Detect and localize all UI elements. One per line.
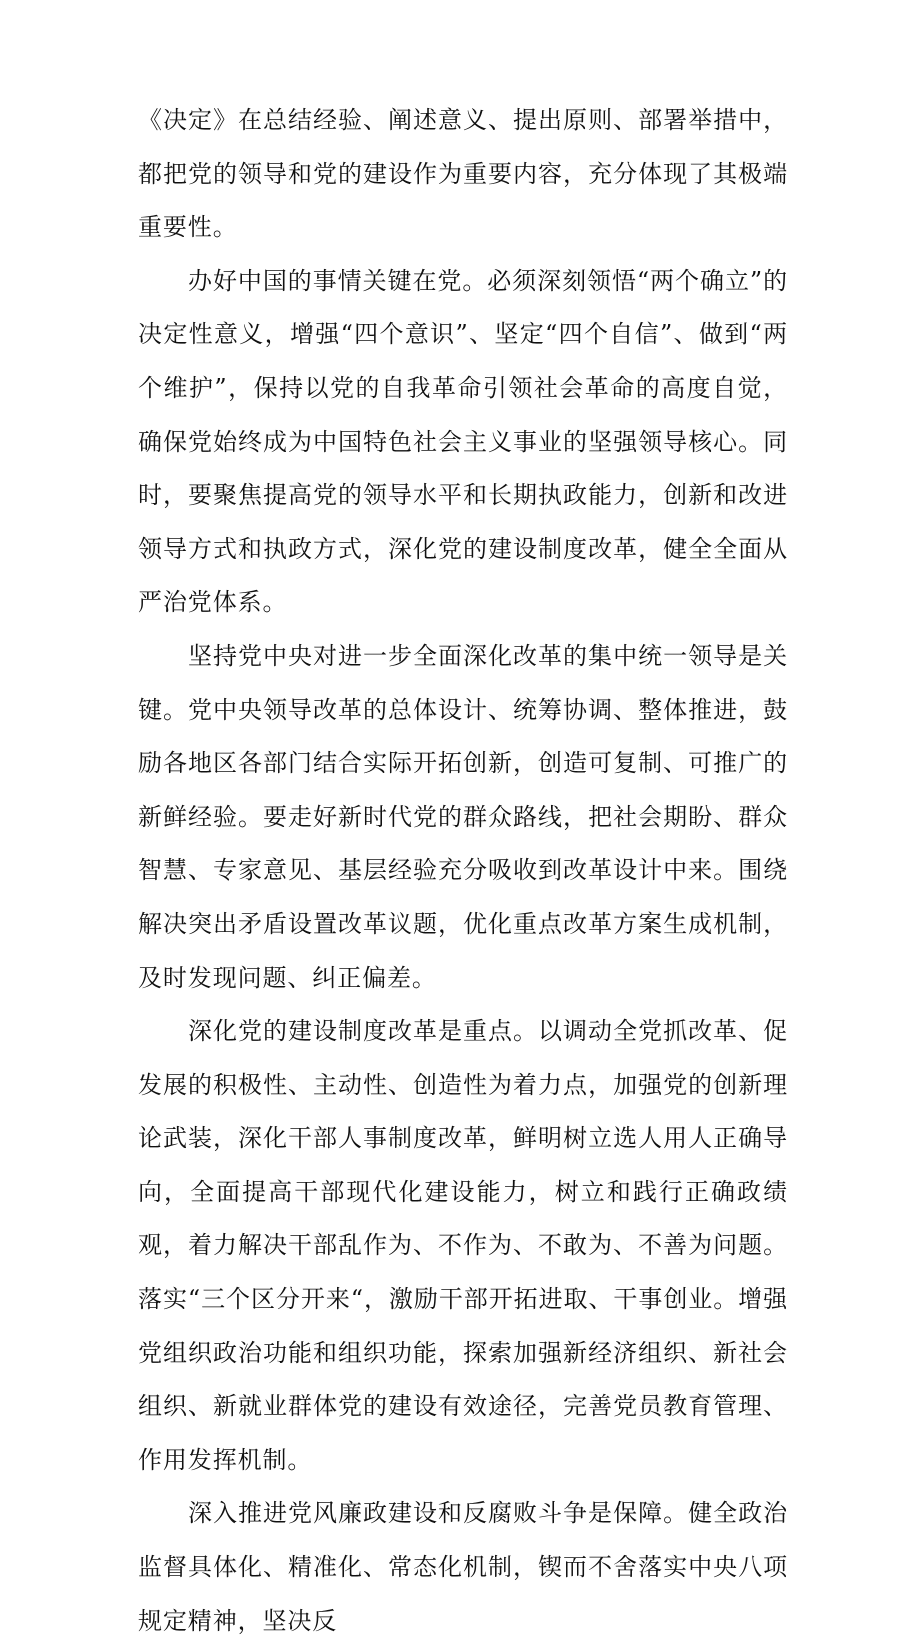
document-page [138, 94, 788, 1648]
paragraph-4: 深化党的建设制度改革是重点。以调动全党抓改革、促发展的积极性、主动性、创造性为着力点，加强党的创新理论武装，深化干部人事制度改革，鲜明树立选人用人正确导向，全面提高干部现代化建设能力，树立和践行正确政绩观，着力解决干部乱作为、不作为、不敢为、不善为问题。落实“三个区分开来“，激励干部开拓进取、干事创业。增强党组织政治功能和组织功能，探索加强新经济组织、新社会组织、新就业群体党的建设有效途径，完善党员教育管理、作用发挥机制。 [138, 1017, 788, 1474]
paragraph-3: 坚持党中央对进一步全面深化改革的集中统一领导是关键。党中央领导改革的总体设计、统筹协调、整体推进，鼓励各地区各部门结合实际开拓创新，创造可复制、可推广的新鲜经验。要走好新时代党的群众路线，把社会期盼、群众智慧、专家意见、基层经验充分吸收到改革设计中来。围绕解决突出矛盾设置改革议题，优化重点改革方案生成机制，及时发现问题、纠正偏差。 [138, 641, 788, 992]
paragraph-5: 深入推进党风廉政建设和反腐败斗争是保障。健全政治监督具体化、精准化、常态化机制，锲而不舍落实中央八项规定精神，坚决反 [138, 1499, 788, 1635]
paragraph-1: 《决定》在总结经验、阐述意义、提出原则、部署举措中，都把党的领导和党的建设作为重要内容，充分体现了其极端重要性。 [138, 106, 788, 242]
paragraph-2: 办好中国的事情关键在党。必须深刻领悟“两个确立”的决定性意义，增强“四个意识”、坚定“四个自信”、做到“两个维护”，保持以党的自我革命引领社会革命的高度自觉，确保党始终成为中国特色社会主义事业的坚强领导核心。同时，要聚焦提高党的领导水平和长期执政能力，创新和改进领导方式和执政方式，深化党的建设制度改革，健全全面从严治党体系。 [138, 266, 788, 617]
